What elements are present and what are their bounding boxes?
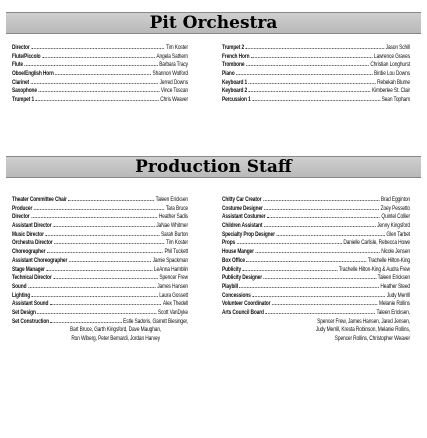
credit-name: Tim Koster xyxy=(166,239,188,247)
dot-leader xyxy=(247,261,367,262)
credit-continuation: Ron Wiberg, Peter Bernardi, Jordan Harvey xyxy=(71,335,160,342)
credit-row xyxy=(12,292,188,301)
dot-leader xyxy=(251,57,372,58)
credit-name: Jason Schill xyxy=(385,44,410,51)
credit-row xyxy=(12,53,188,62)
dot-leader xyxy=(31,83,158,84)
credit-role: Trumpet 1 xyxy=(12,96,35,104)
credit-name: Shannon Wolford xyxy=(152,70,188,78)
credit-row xyxy=(12,239,188,248)
credit-row xyxy=(12,300,188,309)
credit-name: Jenny Kingsford xyxy=(377,222,410,230)
credit-row xyxy=(12,205,188,214)
dot-leader xyxy=(54,243,164,244)
dot-leader xyxy=(69,261,151,262)
credit-role: Director xyxy=(12,213,30,221)
credit-row xyxy=(12,44,188,53)
dot-leader xyxy=(28,287,156,288)
credit-name: Taleen Ericksen, xyxy=(376,308,410,316)
credit-role: Director xyxy=(12,44,30,51)
credit-role: Theater Committee Chair xyxy=(12,196,67,203)
dot-leader xyxy=(249,91,371,92)
credit-row xyxy=(12,318,188,327)
credit-role: Publicity Designer xyxy=(222,274,263,282)
credit-role: Assistant Costumer xyxy=(222,213,266,221)
credit-row xyxy=(12,283,188,292)
credit-role: Box Office xyxy=(222,256,245,264)
dot-leader xyxy=(264,209,379,210)
credit-role: Orchestra Director xyxy=(12,239,53,247)
credit-name: JaNae Whitmer xyxy=(156,222,188,230)
credit-role: French Horn xyxy=(222,52,250,60)
credit-row xyxy=(12,257,188,266)
credit-row xyxy=(12,266,188,275)
credit-name: Glen Tarbet xyxy=(386,230,410,238)
credit-row xyxy=(222,248,410,257)
credit-role: Props xyxy=(222,239,236,247)
credit-row xyxy=(12,213,188,222)
credit-role: Lighting xyxy=(12,291,31,299)
credit-role: Set Construction xyxy=(12,317,50,325)
dot-leader xyxy=(53,278,158,279)
credit-continuation: Spencer Rollins, Christopher Weaver xyxy=(334,335,410,342)
credit-row xyxy=(222,231,410,240)
credit-role: Technical Director xyxy=(12,274,52,282)
credit-row xyxy=(222,79,410,88)
credit-role: Flute xyxy=(12,61,23,69)
dot-leader xyxy=(31,48,164,49)
dot-leader xyxy=(264,278,377,279)
credit-name: Zoey Pessetto xyxy=(380,204,410,212)
pit-orchestra-heading: Pit Orchestra xyxy=(6,12,421,34)
credit-role: Trombone xyxy=(222,61,245,69)
pit-orchestra-right-list xyxy=(222,44,410,105)
dot-leader xyxy=(246,65,369,66)
dot-leader xyxy=(255,252,379,253)
production-staff-right-list xyxy=(222,196,410,344)
dot-leader xyxy=(50,304,161,305)
credit-role: Music Director xyxy=(12,230,44,238)
dot-leader xyxy=(36,100,159,101)
dot-leader xyxy=(47,252,163,253)
dot-leader xyxy=(237,243,342,244)
credit-role: Playbill xyxy=(222,282,238,290)
dot-leader xyxy=(243,270,338,271)
credit-name: Estle Sadoris, Garrett Biesinger, xyxy=(123,317,188,325)
credit-role: Clarinet xyxy=(12,78,30,86)
credit-role: Assistant Choreographer xyxy=(12,256,68,264)
credit-name: Rebekah Blume xyxy=(377,78,410,86)
production-staff-heading: Production Staff xyxy=(6,156,421,178)
dot-leader xyxy=(46,270,152,271)
dot-leader xyxy=(249,83,376,84)
credit-row xyxy=(12,196,188,205)
credit-role: Piano xyxy=(222,70,235,78)
credit-name: Trachelle Hilton-King xyxy=(367,256,410,264)
credit-name: Danielle Carlisle, Rebecca Howe xyxy=(343,239,410,247)
credit-row xyxy=(12,87,188,96)
credit-name: Alex Thedell xyxy=(162,300,188,308)
credit-row xyxy=(12,70,188,79)
credit-name: Quintel Collier xyxy=(381,213,410,221)
credit-role: Costume Designer xyxy=(222,204,263,212)
credit-row xyxy=(12,222,188,231)
credit-name: Christian Longhurst xyxy=(370,61,410,69)
credit-name: Melanie Rollins xyxy=(379,300,410,308)
credit-row xyxy=(12,61,188,70)
credit-row xyxy=(222,309,410,318)
credit-name: Sarah Burton xyxy=(160,230,188,238)
credit-name: Chris Weaver xyxy=(160,96,188,104)
credit-row xyxy=(12,231,188,240)
credit-row xyxy=(222,61,410,70)
credit-row xyxy=(222,239,410,248)
dot-leader xyxy=(45,235,159,236)
credit-role: Sound xyxy=(12,282,27,290)
credit-role: Keyboard 1 xyxy=(222,78,248,86)
production-staff-left-list xyxy=(12,196,188,344)
credit-role: Oboe/English Horn xyxy=(12,70,54,78)
credit-role: Publicity xyxy=(222,265,242,273)
credit-name: Jerred Downs xyxy=(159,78,188,86)
credit-name: Angela Sathern xyxy=(156,52,188,60)
credit-role: Percussion 1 xyxy=(222,96,251,104)
credit-role: Concessions xyxy=(222,291,251,299)
credit-continuation: Bart Bruce, Garth Kingsford, Dave Maughan, xyxy=(70,326,162,334)
credit-role: Chitty Car Creator xyxy=(222,196,262,203)
credit-row xyxy=(222,87,410,96)
credit-row xyxy=(222,292,410,301)
credit-role: Assistant Director xyxy=(12,222,52,230)
pit-orchestra-left-list xyxy=(12,44,188,105)
credit-row xyxy=(222,53,410,62)
credit-name: Heather Steed xyxy=(380,282,410,290)
dot-leader xyxy=(272,304,377,305)
credit-row xyxy=(12,274,188,283)
dot-leader xyxy=(39,91,160,92)
credit-name: Barbara Tracy xyxy=(159,61,188,69)
credit-name: Laura Gossett xyxy=(159,291,188,299)
credit-row xyxy=(222,213,410,222)
dot-leader xyxy=(240,287,379,288)
credit-role: Saxophone xyxy=(12,87,37,95)
dot-leader xyxy=(51,322,122,323)
credit-role: Set Design xyxy=(12,308,36,316)
credit-role: Children Assistant xyxy=(222,222,263,230)
credit-name: Vince Toscan xyxy=(160,87,188,95)
dot-leader xyxy=(34,209,164,210)
credit-name: Trachelle Hilton-King & Audra Frew xyxy=(338,265,410,273)
credit-name: Jamie Spackman xyxy=(152,256,188,264)
credit-name: Brad Egginton xyxy=(380,196,410,203)
credit-role: House Manger xyxy=(222,248,254,256)
dot-leader xyxy=(68,200,154,201)
dot-leader xyxy=(265,313,374,314)
credit-row xyxy=(222,96,410,105)
dot-leader xyxy=(263,200,379,201)
credit-row xyxy=(12,248,188,257)
credit-continuation: Spencer Frew, James Hansen, Jared Jensen, xyxy=(317,317,410,325)
credit-row xyxy=(222,300,410,309)
dot-leader xyxy=(55,74,151,75)
credit-name: Heather Sadis xyxy=(158,213,188,221)
credit-role: Stage Manager xyxy=(12,265,45,273)
credit-role: Flute/Piccolo xyxy=(12,52,41,60)
dot-leader xyxy=(31,217,157,218)
dot-leader xyxy=(264,226,376,227)
credit-row xyxy=(222,266,410,275)
credit-name: Phil Tuckett xyxy=(164,248,188,256)
credit-row xyxy=(222,257,410,266)
credit-row xyxy=(222,283,410,292)
credit-row xyxy=(222,274,410,283)
dot-leader xyxy=(236,74,372,75)
dot-leader xyxy=(25,65,158,66)
dot-leader xyxy=(32,296,158,297)
credit-continuation: Judy Merrill, Kresta Robinson, Melanie Rollins, xyxy=(315,326,410,334)
credit-row xyxy=(12,309,188,318)
credit-name: LeAnna Hamblin xyxy=(153,265,188,273)
credit-row xyxy=(222,205,410,214)
credit-name: Birdie Lou Downs xyxy=(374,70,410,78)
credit-role: Specialty Prop Designer xyxy=(222,230,275,238)
dot-leader xyxy=(246,48,385,49)
dot-leader xyxy=(252,296,385,297)
credit-row xyxy=(222,222,410,231)
credit-name: Scott VanDyke xyxy=(157,308,188,316)
credit-role: Assistant Sound xyxy=(12,300,49,308)
credit-name: Nicole Jensen xyxy=(381,248,410,256)
credit-name: Spencer Frew xyxy=(159,274,188,282)
credit-row xyxy=(12,79,188,88)
dot-leader xyxy=(267,217,380,218)
credit-role: Volunteer Coordinator xyxy=(222,300,271,308)
credit-name: Taleen Ericksen xyxy=(377,274,410,282)
credit-role: Arts Council Board xyxy=(222,308,264,316)
dot-leader xyxy=(53,226,155,227)
credit-role: Choreographer xyxy=(12,248,46,256)
credit-name: Sean Topham xyxy=(381,96,410,104)
credit-name: Lawrence Graves xyxy=(373,52,410,60)
dot-leader xyxy=(252,100,380,101)
credit-role: Trumpet 2 xyxy=(222,44,245,51)
dot-leader xyxy=(37,313,156,314)
credit-name: James Hansen xyxy=(157,282,188,290)
credit-name: Tara Bruce xyxy=(165,204,188,212)
credit-name: Taleen Ericksen xyxy=(155,196,188,203)
credit-role: Keyboard 2 xyxy=(222,87,248,95)
dot-leader xyxy=(42,57,155,58)
credit-name: Judy Merrill xyxy=(386,291,410,299)
credit-role: Producer xyxy=(12,204,33,212)
dot-leader xyxy=(276,235,384,236)
credit-row xyxy=(222,70,410,79)
credit-row xyxy=(222,196,410,205)
credit-name: Tim Koster xyxy=(166,44,188,51)
credit-row xyxy=(222,44,410,53)
credit-row xyxy=(12,96,188,105)
credit-name: Kimberlee St. Clair xyxy=(371,87,410,95)
